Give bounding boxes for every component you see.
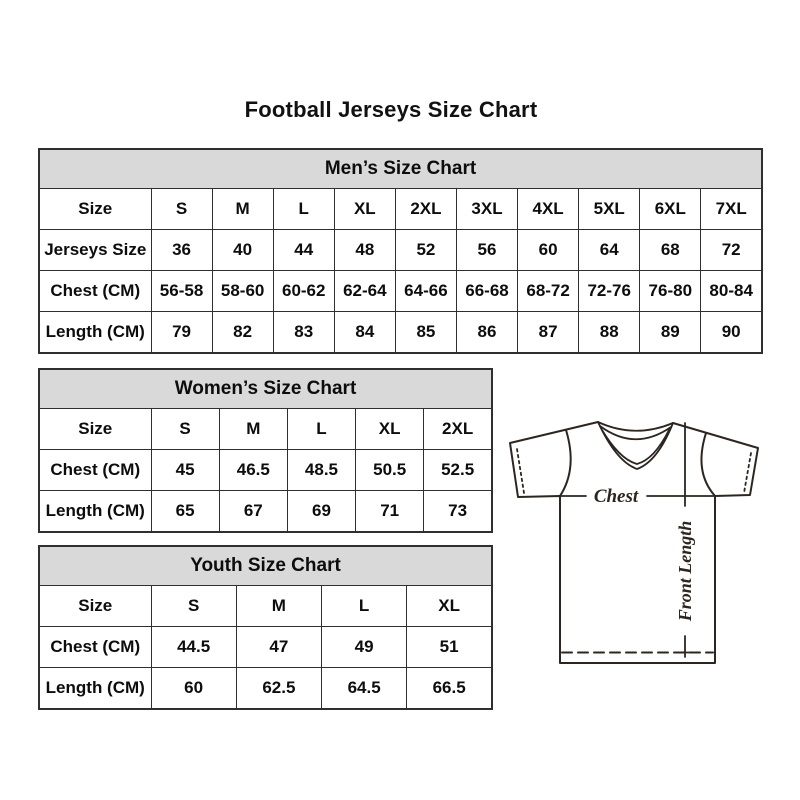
value-cell: 89 [640, 312, 701, 354]
value-cell: 73 [424, 491, 492, 533]
row-label-cell: Jerseys Size [39, 230, 151, 271]
row-label-cell: Length (CM) [39, 312, 151, 354]
value-cell: 64.5 [322, 668, 407, 710]
row-label-cell: Length (CM) [39, 491, 151, 533]
jersey-diagram-svg [502, 403, 764, 668]
mens-size-chart-table [38, 148, 763, 354]
value-cell: 64-66 [395, 271, 456, 312]
value-cell: 2XL [395, 189, 456, 230]
table-row [39, 586, 492, 627]
value-cell: 44 [273, 230, 334, 271]
value-cell: 80-84 [701, 271, 762, 312]
value-cell: XL [334, 189, 395, 230]
value-cell: 76-80 [640, 271, 701, 312]
right-cuff-stitching [744, 453, 751, 493]
value-cell: 86 [456, 312, 517, 354]
front-length-label: Front Length [675, 520, 695, 622]
table-title: Men’s Size Chart [39, 149, 762, 189]
value-cell: 68 [640, 230, 701, 271]
jersey-measurement-diagram [502, 403, 764, 668]
chest-label: Chest [593, 486, 639, 507]
value-cell: L [287, 409, 355, 450]
value-cell: 52 [395, 230, 456, 271]
left-armhole-seam [560, 430, 571, 496]
row-label-cell: Size [39, 189, 151, 230]
value-cell: M [219, 409, 287, 450]
value-cell: 44.5 [151, 627, 236, 668]
value-cell: S [151, 409, 219, 450]
page-title: Football Jerseys Size Chart [244, 97, 538, 122]
table-row [39, 312, 762, 354]
table-row [39, 409, 492, 450]
table-row [39, 271, 762, 312]
value-cell: S [151, 189, 212, 230]
table-row [39, 627, 492, 668]
row-label-cell: Size [39, 586, 151, 627]
table-row [39, 668, 492, 710]
value-cell: 36 [151, 230, 212, 271]
value-cell: L [322, 586, 407, 627]
value-cell: 52.5 [424, 450, 492, 491]
value-cell: M [236, 586, 321, 627]
value-cell: 47 [236, 627, 321, 668]
value-cell: XL [407, 586, 492, 627]
value-cell: 82 [212, 312, 273, 354]
value-cell: 48 [334, 230, 395, 271]
womens-size-chart-table [38, 368, 493, 533]
value-cell: 45 [151, 450, 219, 491]
value-cell: 58-60 [212, 271, 273, 312]
value-cell: 6XL [640, 189, 701, 230]
table-row [39, 230, 762, 271]
value-cell: 65 [151, 491, 219, 533]
value-cell: 66-68 [456, 271, 517, 312]
right-armhole-seam [702, 433, 715, 496]
value-cell: L [273, 189, 334, 230]
value-cell: 56-58 [151, 271, 212, 312]
jersey-outline [510, 422, 758, 663]
collar-back-arcs [598, 422, 673, 439]
value-cell: 90 [701, 312, 762, 354]
value-cell: 88 [579, 312, 640, 354]
table-title: Youth Size Chart [39, 546, 492, 586]
value-cell: 85 [395, 312, 456, 354]
table-title-row [39, 369, 492, 409]
value-cell: 40 [212, 230, 273, 271]
value-cell: 5XL [579, 189, 640, 230]
value-cell: 3XL [456, 189, 517, 230]
row-label-cell: Chest (CM) [39, 627, 151, 668]
value-cell: 72 [701, 230, 762, 271]
value-cell: 46.5 [219, 450, 287, 491]
value-cell: M [212, 189, 273, 230]
value-cell: 2XL [424, 409, 492, 450]
value-cell: XL [356, 409, 424, 450]
value-cell: 60 [151, 668, 236, 710]
value-cell: 72-76 [579, 271, 640, 312]
value-cell: 68-72 [518, 271, 579, 312]
row-label-cell: Size [39, 409, 151, 450]
value-cell: 62-64 [334, 271, 395, 312]
value-cell: 62.5 [236, 668, 321, 710]
value-cell: 71 [356, 491, 424, 533]
row-label-cell: Length (CM) [39, 668, 151, 710]
table-title: Women’s Size Chart [39, 369, 492, 409]
value-cell: S [151, 586, 236, 627]
row-label-cell: Chest (CM) [39, 271, 151, 312]
value-cell: 7XL [701, 189, 762, 230]
table-title-row [39, 149, 762, 189]
table-row [39, 189, 762, 230]
value-cell: 87 [518, 312, 579, 354]
value-cell: 60 [518, 230, 579, 271]
value-cell: 67 [219, 491, 287, 533]
value-cell: 83 [273, 312, 334, 354]
value-cell: 69 [287, 491, 355, 533]
value-cell: 51 [407, 627, 492, 668]
value-cell: 49 [322, 627, 407, 668]
v-neck-band [598, 422, 673, 469]
value-cell: 4XL [518, 189, 579, 230]
value-cell: 66.5 [407, 668, 492, 710]
value-cell: 64 [579, 230, 640, 271]
value-cell: 50.5 [356, 450, 424, 491]
value-cell: 48.5 [287, 450, 355, 491]
value-cell: 60-62 [273, 271, 334, 312]
row-label-cell: Chest (CM) [39, 450, 151, 491]
value-cell: 84 [334, 312, 395, 354]
value-cell: 79 [151, 312, 212, 354]
youth-size-chart-table [38, 545, 493, 710]
table-title-row [39, 546, 492, 586]
value-cell: 56 [456, 230, 517, 271]
table-row [39, 450, 492, 491]
table-row [39, 491, 492, 533]
left-cuff-stitching [517, 449, 524, 493]
